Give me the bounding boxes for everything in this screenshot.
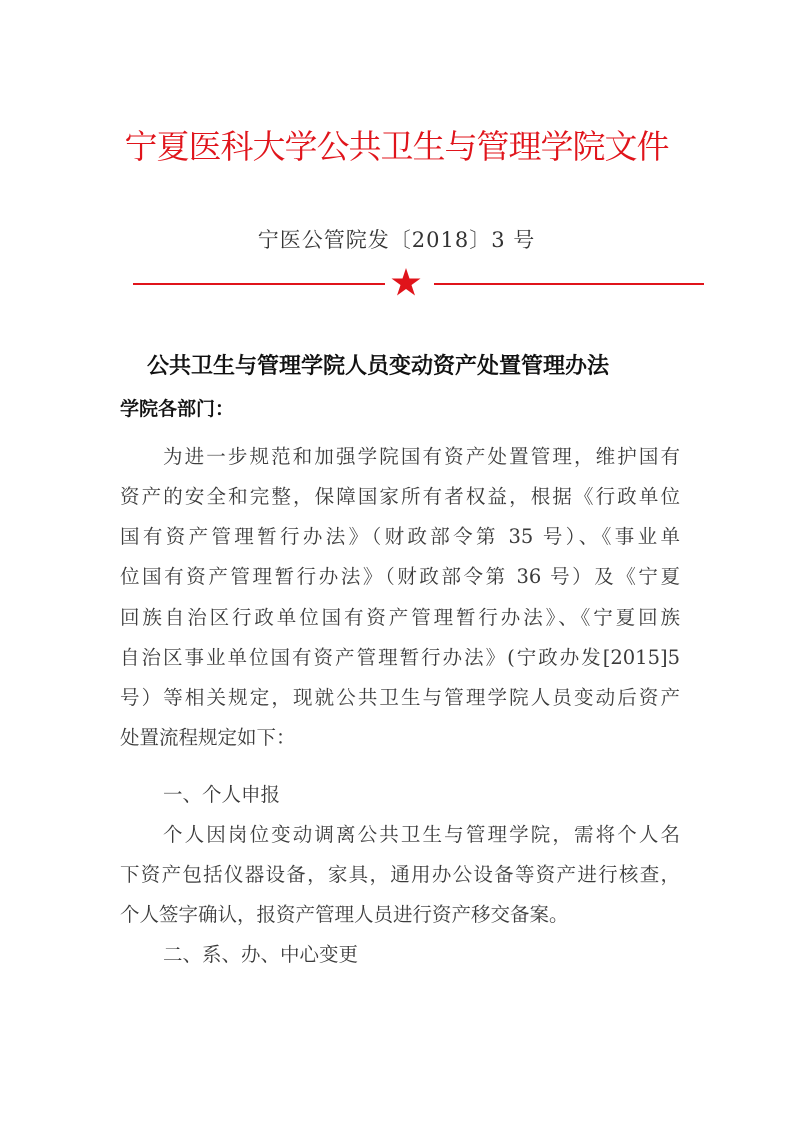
paragraph-line: 自治区事业单位国有资产管理暂行办法》(宁政办发[2015]5 bbox=[120, 646, 680, 669]
section-heading-1: 一、个人申报 bbox=[163, 783, 281, 806]
paragraph-line: 资产的安全和完整，保障国家所有者权益，根据《行政单位 bbox=[120, 485, 680, 508]
paragraph-line: 个人签字确认，报资产管理人员进行资产移交备案。 bbox=[120, 903, 569, 926]
paragraph-line: 为进一步规范和加强学院国有资产处置管理，维护国有 bbox=[163, 445, 680, 468]
paragraph-line: 个人因岗位变动调离公共卫生与管理学院，需将个人名 bbox=[163, 823, 680, 846]
paragraph-line: 处置流程规定如下： bbox=[120, 726, 296, 749]
paragraph-line: 位国有资产管理暂行办法》（财政部令第 36 号）及《宁夏 bbox=[120, 565, 680, 588]
document-number: 宁医公管院发〔2018〕3 号 bbox=[257, 228, 536, 252]
section-heading-2: 二、系、办、中心变更 bbox=[163, 943, 359, 966]
paragraph-line: 下资产包括仪器设备，家具，通用办公设备等资产进行核查， bbox=[120, 863, 680, 886]
greeting: 学院各部门： bbox=[120, 398, 235, 420]
document-title: 公共卫生与管理学院人员变动资产处置管理办法 bbox=[147, 353, 610, 379]
paragraph-line: 回族自治区行政单位国有资产管理暂行办法》、《宁夏回族 bbox=[120, 606, 680, 629]
header-divider-left bbox=[133, 283, 385, 285]
header-divider-right bbox=[434, 283, 704, 285]
paragraph-line: 国有资产管理暂行办法》（财政部令第 35 号）、《事业单 bbox=[120, 525, 680, 548]
paragraph-line: 号）等相关规定，现就公共卫生与管理学院人员变动后资产 bbox=[120, 686, 680, 709]
red-star-icon bbox=[389, 266, 423, 300]
document-header-title: 宁夏医科大学公共卫生与管理学院文件 bbox=[124, 127, 669, 166]
